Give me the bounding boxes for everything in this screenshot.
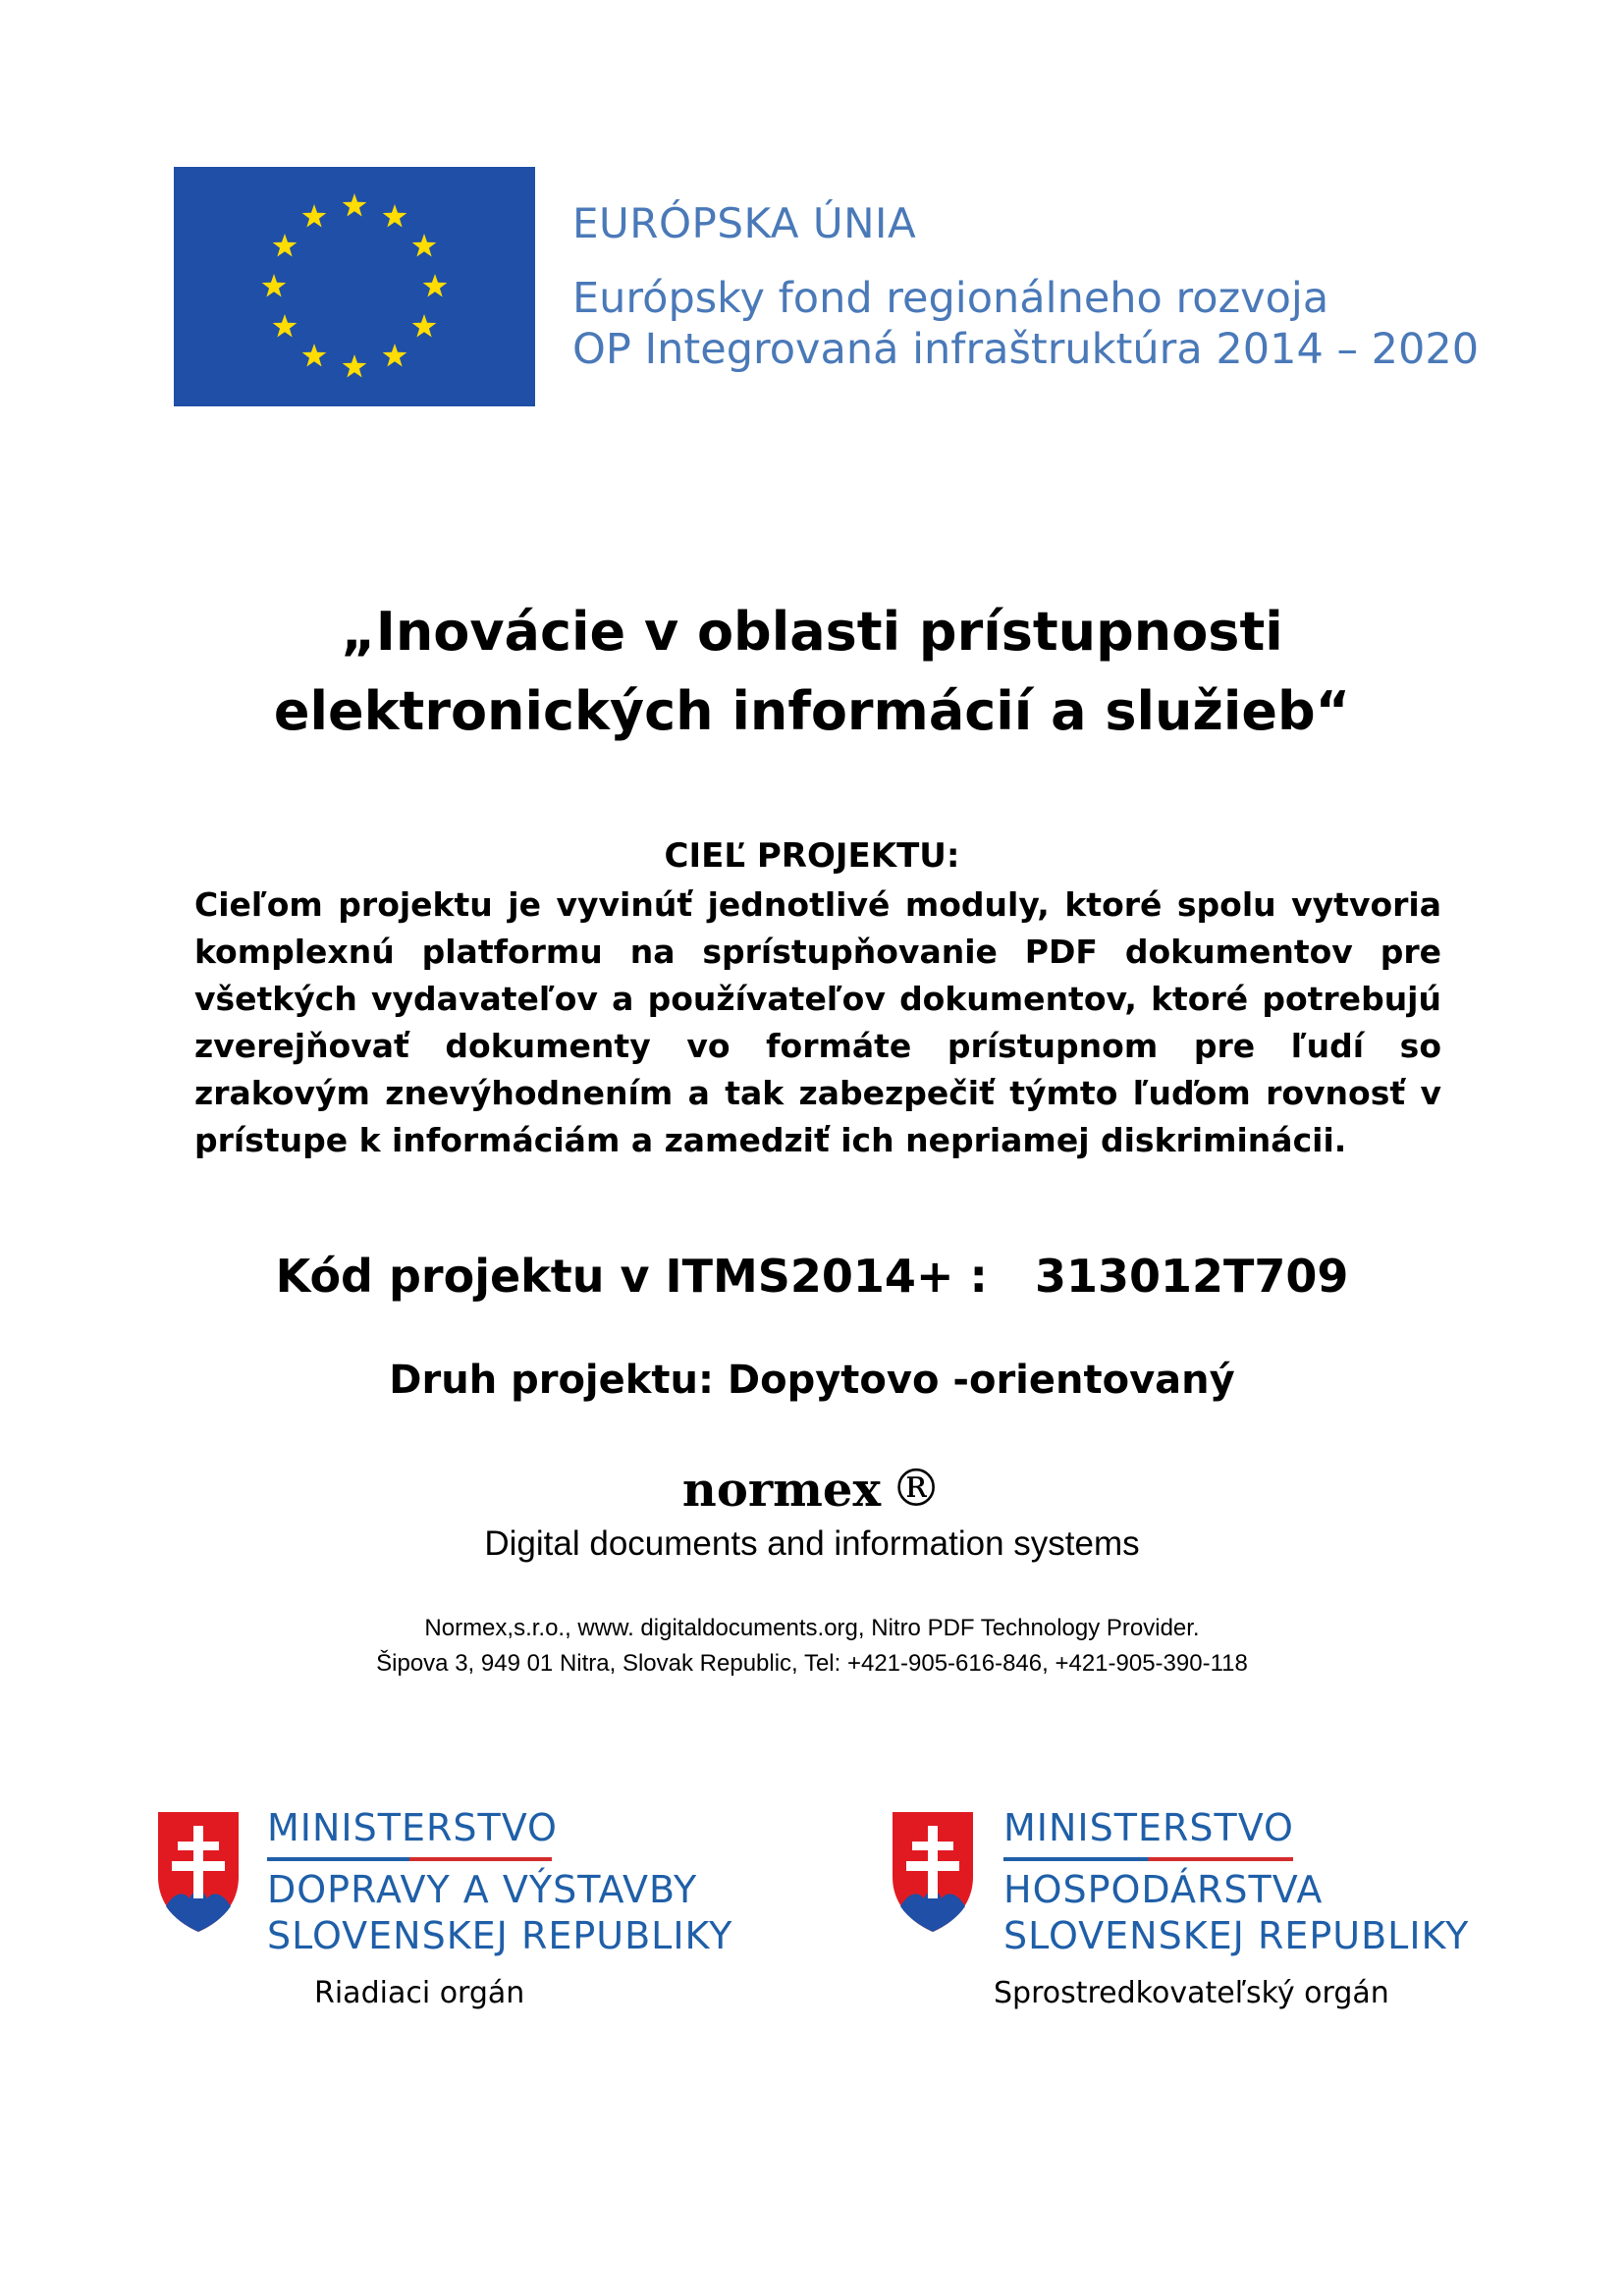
ministry-1-divider — [267, 1857, 552, 1861]
goal-heading: CIEĽ PROJEKTU: — [664, 836, 960, 876]
eu-flag-icon — [174, 167, 535, 406]
eu-union-label: EURÓPSKA ÚNIA — [572, 199, 917, 247]
ministry-2-line-2: HOSPODÁRSTVA — [1003, 1868, 1324, 1911]
normex-tagline: Digital documents and information systems — [484, 1524, 1140, 1563]
normex-brand-name: normex — [681, 1463, 882, 1518]
normex-logo — [0, 1460, 1624, 1519]
contact-line-2: Šipova 3, 949 01 Nitra, Slovak Republic, Tel: +421-905-616-846, +421-905-390-118 — [376, 1650, 1248, 1677]
eu-stars — [174, 167, 535, 406]
registered-icon: ® — [891, 1460, 943, 1519]
ministry-2-line-1: MINISTERSTVO — [1003, 1806, 1294, 1849]
ministry-1-line-1: MINISTERSTVO — [267, 1806, 558, 1849]
ministry-2-line-3: SLOVENSKEJ REPUBLIKY — [1003, 1914, 1470, 1957]
ministry-2-role: Sprostredkovateľský orgán — [994, 1976, 1389, 2010]
project-code: Kód projektu v ITMS2014+ : 313012T709 — [275, 1250, 1349, 1303]
ministry-1-role: Riadiaci orgán — [314, 1976, 525, 2010]
eu-program-label: OP Integrovaná infraštruktúra 2014 – 2020 — [572, 325, 1480, 374]
project-title-line-2: elektronických informácií a služieb“ — [273, 680, 1351, 742]
slovak-coat-of-arms-icon — [889, 1808, 977, 1936]
project-type: Druh projektu: Dopytovo -orientovaný — [389, 1358, 1235, 1403]
ministry-2-divider — [1003, 1857, 1293, 1861]
ministry-1-line-2: DOPRAVY A VÝSTAVBY — [267, 1868, 698, 1911]
slovak-coat-of-arms-icon — [154, 1808, 243, 1936]
contact-line-1: Normex,s.r.o., www. digitaldocuments.org, Nitro PDF Technology Provider. — [424, 1615, 1200, 1641]
ministry-1-line-3: SLOVENSKEJ REPUBLIKY — [267, 1914, 733, 1957]
project-title-line-1: „Inovácie v oblasti prístupnosti — [341, 601, 1283, 663]
goal-text: Cieľom projektu je vyvinúť jednotlivé moduly, ktoré spolu vytvoria komplexnú platformu na sprístupňovanie PDF dokumentov pre všetkých vydavateľov a používateľov dokumentov, ktoré potrebujú zverejňovať dokumenty vo formáte prístupnom pre ľudí so zrakovým znevýhodnením a tak zabezpečiť týmto ľuďom rovnosť v prístupe k informáciám a zamedziť ich nepriamej diskriminácii. — [194, 885, 1441, 1159]
eu-fund-label: Európsky fond regionálneho rozvoja — [572, 274, 1329, 323]
